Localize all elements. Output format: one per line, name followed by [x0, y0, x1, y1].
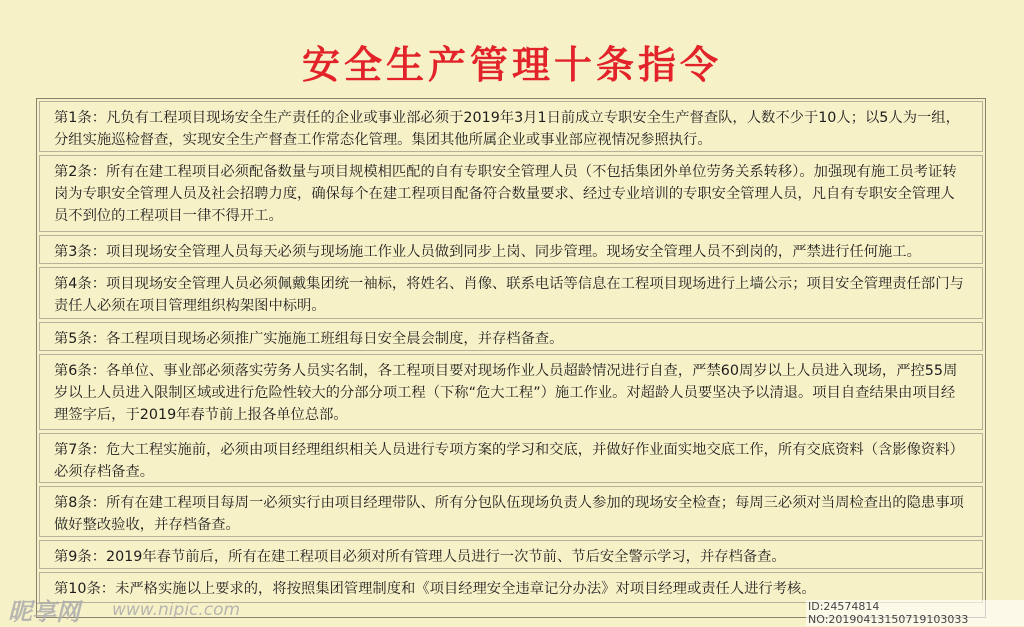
- watermark-id: ID:24574814 NO:20190413150719103033: [806, 600, 1024, 626]
- rule-item-2: 第2条：所有在建工程项目必须配备数量与项目规模相匹配的自有专职安全管理人员（不包括集团外单位劳务关系转移）。加强现有施工员考证转岗为专职安全管理人员及社会招聘力度，确保每个在建工程项目配备符合数量要求、经过专业培训的专职安全管理人员，凡自有专职安全管理人员不到位的工程项目一律不得开工。: [39, 155, 983, 232]
- watermark-site: www.nipic.com: [112, 600, 241, 620]
- rule-item-3: 第3条：项目现场安全管理人员每天必须与现场施工作业人员做到同步上岗、同步管理。现场安全管理人员不到岗的，严禁进行任何施工。: [39, 235, 983, 264]
- page-title: 安全生产管理十条指令: [301, 43, 722, 87]
- rule-item-9: 第9条：2019年春节前后，所有在建工程项目必须对所有管理人员进行一次节前、节后安全警示学习，并存档备查。: [39, 540, 983, 569]
- rules-list: [39, 101, 983, 603]
- rule-item-4: 第4条：项目现场安全管理人员必须佩戴集团统一袖标，将姓名、肖像、联系电话等信息在工程项目现场进行上墙公示；项目安全管理责任部门与责任人必须在项目管理组织构架图中标明。: [39, 267, 983, 319]
- rules-board: [36, 98, 986, 618]
- rule-item-1: 第1条：凡负有工程项目现场安全生产责任的企业或事业部必须于2019年3月1日前成立专职安全生产督查队，人数不少于10人；以5人为一组，分组实施巡检督查，实现安全生产督查工作常态化管理。集团其他所属企业或事业部应视情况参照执行。: [39, 101, 983, 152]
- rule-item-8: 第8条：所有在建工程项目每周一必须实行由项目经理带队、所有分包队伍现场负责人参加的现场安全检查；每周三必须对当周检查出的隐患事项做好整改验收，并存档备查。: [39, 486, 983, 537]
- rule-item-5: 第5条：各工程项目现场必须推广实施施工班组每日安全晨会制度，并存档备查。: [39, 322, 983, 351]
- rule-item-7: 第7条：危大工程实施前，必须由项目经理组织相关人员进行专项方案的学习和交底，并做好作业面实地交底工作，所有交底资料（含影像资料）必须存档备查。: [39, 433, 983, 483]
- rule-item-10: 第10条：未严格实施以上要求的，将按照集团管理制度和《项目经理安全违章记分办法》对项目经理或责任人进行考核。: [39, 572, 983, 603]
- rule-item-6: 第6条：各单位、事业部必须落实劳务人员实名制，各工程项目要对现场作业人员超龄情况进行自查，严禁60周岁以上人员进入现场，严控55周岁以上人员进入限制区域或进行危险性较大的分部分项工程（下称“危大工程”）施工作业。对超龄人员要坚决予以清退。项目自查结果由项目经理签字后，于2019年春节前上报各单位总部。: [39, 354, 983, 430]
- watermark-logo: 昵享网: [8, 598, 80, 626]
